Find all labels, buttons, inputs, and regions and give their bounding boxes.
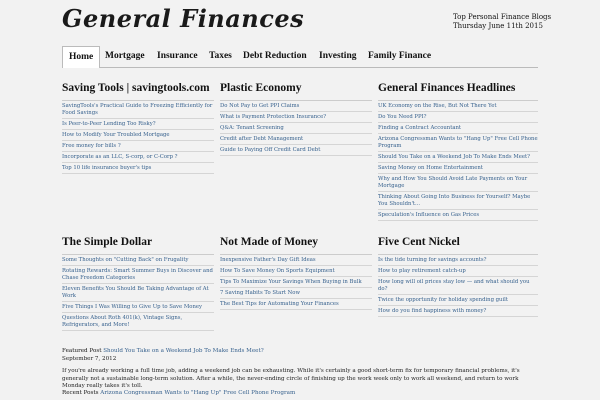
list-item[interactable]: Inexpensive Father's Day Gift Ideas	[220, 255, 372, 266]
list-item[interactable]: Q&A: Tenant Screening	[220, 123, 372, 134]
featured-date: September 7, 2012	[62, 356, 117, 362]
section-link-list	[62, 100, 214, 174]
section-link-list	[378, 254, 538, 317]
nav-insurance[interactable]: Insurance	[157, 51, 198, 61]
section-link-list	[62, 254, 214, 331]
list-item[interactable]: How to Modify Your Troubled Mortgage	[62, 130, 214, 141]
list-item[interactable]: Do You Need PPI?	[378, 112, 538, 123]
list-item[interactable]: What is Payment Protection Insurance?	[220, 112, 372, 123]
section-title[interactable]: The Simple Dollar	[62, 236, 153, 248]
section-title[interactable]: Not Made of Money	[220, 236, 319, 248]
list-item[interactable]: UK Economy on the Rise, But Not There Yet	[378, 101, 538, 112]
list-item[interactable]: Eleven Benefits You Should Be Taking Advantage of At Work	[62, 284, 214, 302]
section-link-list	[220, 100, 372, 156]
list-item[interactable]: Incorporate as an LLC, S-corp, or C-Corp ?	[62, 152, 214, 163]
header-date: Thursday June 11th 2015	[453, 22, 543, 30]
section-title[interactable]: Saving Tools | savingtools.com	[62, 82, 210, 94]
recent-posts	[62, 390, 538, 398]
nav-mortgage[interactable]: Mortgage	[105, 51, 145, 61]
list-item[interactable]: Top 10 life insurance buyer's tips	[62, 163, 214, 174]
section-link-list	[220, 254, 372, 310]
list-item[interactable]: How do you find happiness with money?	[378, 306, 538, 317]
list-item[interactable]: Credit after Debt Management	[220, 134, 372, 145]
list-item[interactable]: Speculation's Influence on Gas Prices	[378, 210, 538, 221]
featured-link[interactable]: Should You Take on a Weekend Job To Make Ends Meet?	[103, 348, 264, 354]
list-item[interactable]: Guide to Paying Off Credit Card Debt	[220, 145, 372, 156]
list-item[interactable]: 7 Saving Habits To Start Now	[220, 288, 372, 299]
section-title[interactable]: Plastic Economy	[220, 82, 302, 94]
main-nav	[62, 46, 538, 68]
list-item[interactable]: Why and How You Should Avoid Late Payments on Your Mortgage	[378, 174, 538, 192]
list-item[interactable]: Questions About Roth 401(k), Vintage Signs, Refrigerators, and More!	[62, 313, 214, 331]
nav-taxes[interactable]: Taxes	[209, 51, 232, 61]
recent-link[interactable]: Arizona Congressman Wants to "Hang Up" Free Cell Phone Program	[100, 390, 296, 396]
list-item[interactable]: Some Thoughts on "Cutting Back" on Frugality	[62, 255, 214, 266]
list-item[interactable]: Finding a Contract Accountant	[378, 123, 538, 134]
section-headlines	[378, 81, 538, 221]
section-not-made-of-money	[220, 235, 372, 310]
list-item[interactable]: Free money for bills ?	[62, 141, 214, 152]
recent-label: Recent Posts	[62, 390, 99, 396]
list-item[interactable]: Should You Take on a Weekend Job To Make Ends Meet?	[378, 152, 538, 163]
nav-investing[interactable]: Investing	[319, 51, 357, 61]
list-item[interactable]: How to play retirement catch-up	[378, 266, 538, 277]
list-item[interactable]: Saving Money on Home Entertainment	[378, 163, 538, 174]
header-tagline	[453, 13, 551, 31]
list-item[interactable]: Is the tide turning for savings accounts?	[378, 255, 538, 266]
nav-home[interactable]: Home	[62, 46, 100, 68]
section-five-cent-nickel	[378, 235, 538, 317]
section-saving-tools	[62, 81, 214, 174]
section-link-list	[378, 100, 538, 221]
section-title[interactable]: Five Cent Nickel	[378, 236, 460, 248]
list-item[interactable]: Tips To Maximize Your Savings When Buying in Bulk	[220, 277, 372, 288]
tagline-text: Top Personal Finance Blogs	[453, 13, 552, 21]
list-item[interactable]: Rotating Rewards: Smart Summer Buys in Discover and Chase Freedom Categories	[62, 266, 214, 284]
site-logo[interactable]: General Finances	[62, 4, 305, 33]
list-item[interactable]: How To Save Money On Sports Equipment	[220, 266, 372, 277]
featured-label: Featured Post	[62, 348, 102, 354]
featured-excerpt: If you're already working a full time job, adding a weekend job can be exhausting. While it's certainly a good short-term fix for temporary financial problems, it's generally not a sustainable long-term solution. After a while, the never-ending circle of finishing up the work week only to work all weekend, and return to work Monday really takes it's toll.	[62, 368, 520, 389]
section-title[interactable]: General Finances Headlines	[378, 82, 516, 94]
nav-debt-reduction[interactable]: Debt Reduction	[243, 51, 307, 61]
list-item[interactable]: Is Peer-to-Peer Lending Too Risky?	[62, 119, 214, 130]
section-simple-dollar	[62, 235, 214, 331]
featured-post	[62, 348, 538, 356]
list-item[interactable]: Twice the opportunity for holiday spending guilt	[378, 295, 538, 306]
list-item[interactable]: Five Things I Was Willing to Give Up to Save Money	[62, 302, 214, 313]
list-item[interactable]: Arizona Congressman Wants to "Hang Up" Free Cell Phone Program	[378, 134, 538, 152]
list-item[interactable]: SavingTools's Practical Guide to Freezing Efficiently for Food Savings	[62, 101, 214, 119]
list-item[interactable]: How long will oil prices stay low — and what should you do?	[378, 277, 538, 295]
section-plastic-economy	[220, 81, 372, 156]
nav-family-finance[interactable]: Family Finance	[368, 51, 432, 61]
list-item[interactable]: Do Not Pay to Get PPI Claims	[220, 101, 372, 112]
list-item[interactable]: Thinking About Going Into Business for Yourself? Maybe You Shouldn't...	[378, 192, 538, 210]
list-item[interactable]: The Best Tips for Automating Your Finances	[220, 299, 372, 310]
